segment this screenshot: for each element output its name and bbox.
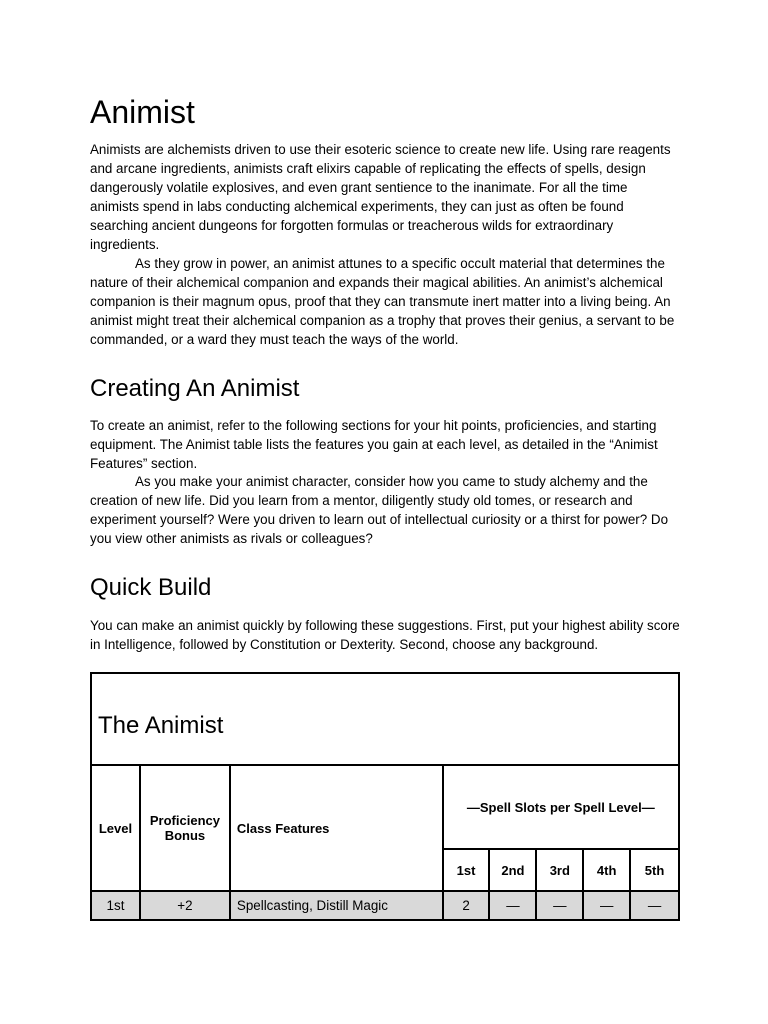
row-slot-3rd: — [536, 891, 583, 920]
row-features: Spellcasting, Distill Magic [230, 891, 443, 920]
creating-heading: Creating An Animist [90, 375, 300, 402]
row-slot-5th: — [630, 891, 679, 920]
row-slot-1st: 2 [443, 891, 490, 920]
quick-build-heading: Quick Build [90, 574, 212, 601]
row-level: 1st [91, 891, 140, 920]
creating-paragraph-1: To create an animist, refer to the following sections for your hit points, proficiencies, and starting equipment. The Animist table lists the features you gain at each level, as detailed in the “Animist Features” section. [90, 418, 658, 471]
header-slot-4th: 4th [583, 849, 630, 891]
creating-paragraph-2: As you make your animist character, consider how you came to study alchemy and the creation of new life. Did you learn from a mentor, diligently study old tomes, or research and experiment yourself? Were you driven to learn out of intellectual curiosity or a thirst for power? Do you view other animists as rivals or colleagues? [90, 474, 669, 546]
header-slot-2nd: 2nd [489, 849, 536, 891]
header-level: Level [91, 765, 140, 891]
header-slot-5th: 5th [630, 849, 679, 891]
header-spell-slots: —Spell Slots per Spell Level— [443, 765, 679, 849]
row-slot-4th: — [583, 891, 630, 920]
quick-build-paragraph: You can make an animist quickly by following these suggestions. First, put your highest ability score in Intelligence, followed by Constitution or Dexterity. Second, choose any background. [90, 618, 680, 652]
header-slot-3rd: 3rd [536, 849, 583, 891]
row-slot-2nd: — [489, 891, 536, 920]
table-row [91, 891, 679, 920]
intro-paragraph-2: As they grow in power, an animist attunes to a specific occult material that determines the nature of their alchemical companion and expands their magical abilities. An animist’s alchemical companion is their magnum opus, proof that they can transmute inert matter into a living being. An animist might treat their alchemical companion as a trophy that proves their genius, a servant to be commanded, or a ward they must teach the ways of the world. [90, 256, 675, 347]
animist-table [90, 672, 680, 921]
page-title: Animist [90, 94, 195, 130]
table-caption: The Animist [91, 673, 679, 765]
header-proficiency-bonus: Proficiency Bonus [140, 765, 230, 891]
row-proficiency: +2 [140, 891, 230, 920]
header-class-features: Class Features [230, 765, 443, 891]
header-slot-1st: 1st [443, 849, 490, 891]
intro-paragraph-1: Animists are alchemists driven to use their esoteric science to create new life. Using rare reagents and arcane ingredients, animists craft elixirs capable of replicating the effects of spells, design dangerously volatile explosives, and even grant sentience to the inanimate. For all the time animists spend in labs conducting alchemical experiments, they can just as often be found searching ancient dungeons for forgotten formulas or treacherous wilds for extraordinary ingredients. [90, 142, 671, 252]
